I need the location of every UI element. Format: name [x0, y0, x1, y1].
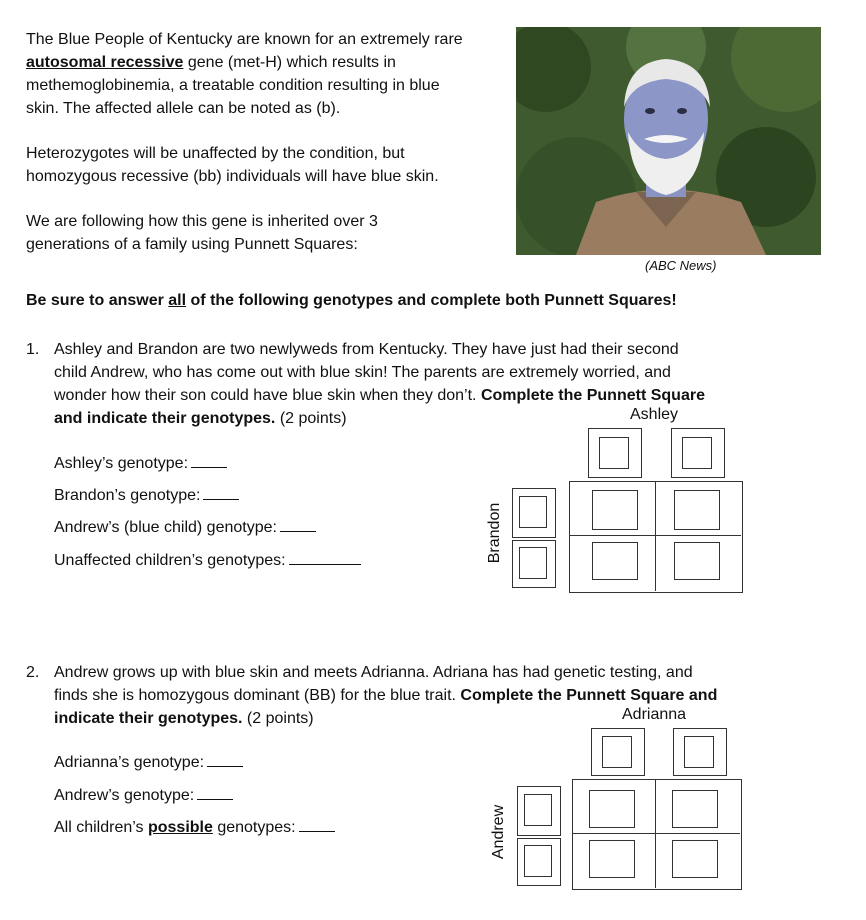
punnett-1-cell-2[interactable] [674, 490, 720, 530]
q1-line-1: Ashley and Brandon are two newlyweds from Kentucky. They have just had their second [54, 341, 679, 358]
q1-line-3-bold: Complete the Punnett Square [480, 387, 705, 404]
q2-line-2: finds she is homozygous dominant (BB) for the blue trait. [54, 687, 461, 704]
unaffected-genotypes-blank[interactable] [289, 550, 361, 565]
heterozygote-line-1: Heterozygotes will be unaffected by the condition, but [26, 145, 405, 162]
intro-line-4: skin. The affected allele can be noted as (b). [26, 100, 341, 117]
instruction-post: of the following genotypes and complete both Punnett Squares! [186, 292, 677, 309]
adrianna-allele-2-input[interactable] [684, 736, 714, 768]
punnett-2-cell-1[interactable] [589, 790, 635, 828]
ashley-allele-2[interactable] [671, 428, 725, 478]
autosomal-recessive-term: autosomal recessive [26, 54, 184, 71]
possible-genotypes-blank[interactable] [299, 817, 335, 832]
q1-line-2: child Andrew, who has come out with blue skin! The parents are extremely worried, and [54, 364, 671, 381]
punnett-2-cell-3[interactable] [589, 840, 635, 878]
brandon-genotype-blank[interactable] [203, 485, 239, 500]
instruction [26, 292, 677, 310]
intro-line-1: The Blue People of Kentucky are known for an extremely rare [26, 31, 463, 48]
ashley-label: Ashley [630, 406, 679, 423]
brandon-allele-1-input[interactable] [519, 496, 547, 528]
ashley-allele-2-input[interactable] [682, 437, 712, 469]
generations-line-1: We are following how this gene is inherited over 3 [26, 213, 378, 230]
q2-line-3-bold: indicate their genotypes. [54, 710, 243, 727]
photo-caption: (ABC News) [645, 258, 717, 273]
punnett-1-cell-1[interactable] [592, 490, 638, 530]
brandon-allele-2[interactable] [512, 540, 556, 588]
ashley-genotype-label: Ashley’s genotype: [54, 455, 189, 472]
instruction-pre: Be sure to answer [26, 292, 169, 309]
adrianna-genotype-label: Adrianna’s genotype: [54, 754, 205, 771]
ashley-genotype-blank[interactable] [191, 453, 227, 468]
adrianna-genotype-field [54, 752, 243, 772]
possible-genotypes-pre: All children’s [54, 819, 148, 836]
intro-line-2: gene (met-H) which results in [183, 54, 396, 71]
q1-line-3: wonder how their son could have blue skin when they don’t. [54, 387, 481, 404]
q2-number: 2. [26, 664, 40, 681]
punnett-grid-1-hline [569, 535, 741, 536]
punnett-2-cell-4[interactable] [672, 840, 718, 878]
brandon-label: Brandon [486, 502, 503, 564]
intro-line-3: methemoglobinemia, a treatable condition resulting in blue [26, 77, 440, 94]
generations-line-2: generations of a family using Punnett Squares: [26, 236, 358, 253]
adrianna-allele-1[interactable] [591, 728, 645, 776]
adrianna-label: Adrianna [622, 706, 687, 723]
ashley-allele-1-input[interactable] [599, 437, 629, 469]
adrianna-allele-2[interactable] [673, 728, 727, 776]
punnett-1-cell-3[interactable] [592, 542, 638, 580]
brandon-genotype-field [54, 485, 239, 505]
intro-text [26, 28, 506, 256]
unaffected-genotypes-label: Unaffected children’s genotypes: [54, 552, 286, 569]
andrew-allele-1-input[interactable] [524, 794, 552, 826]
q1-number: 1. [26, 341, 40, 358]
andrew-genotype-field [54, 517, 316, 537]
q1-line-4: (2 points) [275, 410, 347, 427]
possible-genotypes-field [54, 817, 335, 837]
blue-man-photo [516, 27, 821, 255]
andrew-genotype-2-label: Andrew’s genotype: [54, 787, 195, 804]
possible-emph: possible [147, 819, 213, 836]
andrew-genotype-label: Andrew’s (blue child) genotype: [54, 519, 277, 536]
andrew-genotype-blank[interactable] [280, 517, 316, 532]
andrew-allele-2[interactable] [517, 838, 561, 886]
ashley-genotype-field [54, 453, 227, 473]
unaffected-genotypes-field [54, 550, 361, 570]
andrew-genotype-2-blank[interactable] [197, 785, 233, 800]
brandon-genotype-label: Brandon’s genotype: [54, 487, 201, 504]
q1-line-4-bold: and indicate their genotypes. [54, 410, 276, 427]
heterozygote-line-2: homozygous recessive (bb) individuals will have blue skin. [26, 168, 439, 185]
q2-line-1: Andrew grows up with blue skin and meets Adrianna. Adriana has had genetic testing, and [54, 664, 693, 681]
punnett-grid-1-vline [655, 481, 656, 591]
q2-line-3: (2 points) [242, 710, 314, 727]
adrianna-allele-1-input[interactable] [602, 736, 632, 768]
possible-genotypes-post: genotypes: [212, 819, 296, 836]
adrianna-genotype-blank[interactable] [207, 752, 243, 767]
andrew-genotype-2-field [54, 785, 233, 805]
brandon-allele-2-input[interactable] [519, 547, 547, 579]
punnett-1-cell-4[interactable] [674, 542, 720, 580]
punnett-grid-2-hline [572, 833, 740, 834]
andrew-allele-2-input[interactable] [524, 845, 552, 877]
q2-text [54, 661, 814, 730]
andrew-allele-1[interactable] [517, 786, 561, 836]
brandon-allele-1[interactable] [512, 488, 556, 538]
punnett-2-cell-2[interactable] [672, 790, 718, 828]
andrew-label: Andrew [490, 804, 507, 860]
instruction-emph: all [168, 292, 187, 309]
q2-line-2-bold: Complete the Punnett Square and [460, 687, 718, 704]
ashley-allele-1[interactable] [588, 428, 642, 478]
